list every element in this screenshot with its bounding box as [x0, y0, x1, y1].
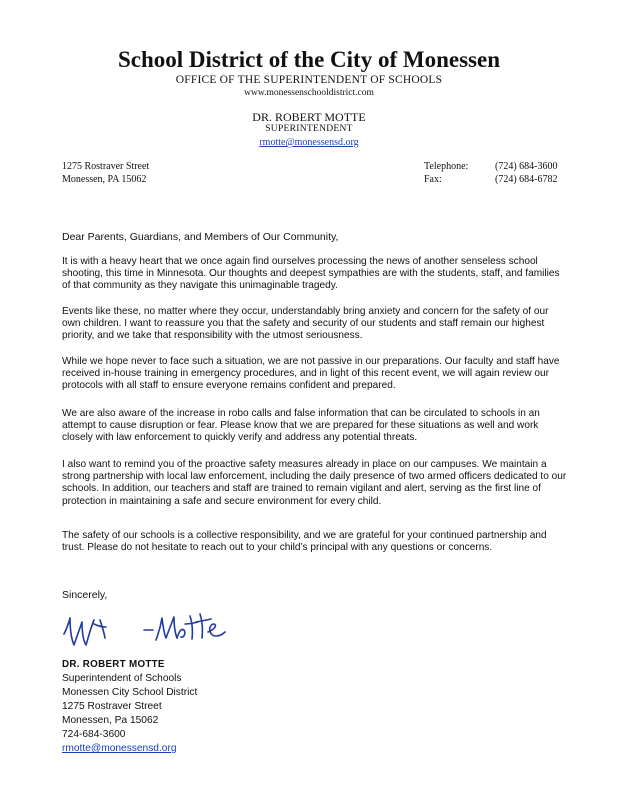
signatory-email-link[interactable]: rmotte@monessensd.org [62, 743, 177, 754]
superintendent-email-link[interactable]: rmotte@monessensd.org [259, 137, 359, 148]
letter-paragraph: I also want to remind you of the proactive safety measures already in place on our campuses. We maintain a strong partnership with local law enforcement, including the daily presence of two armed officers dedicated to our schools. In addition, our teachers and staff are trained to remain vigilant and alert, serving as the first line of protection in maintaining a safe and secure environment for every child. [62, 459, 567, 507]
signatory-city: Monessen, Pa 15062 [62, 715, 159, 726]
handwritten-signature [58, 600, 248, 662]
letter-paragraph: We are also aware of the increase in robo calls and false information that can be circulated to schools in an attempt to cause disruption or fear. Please know that we are prepared for these situations as well and work closely with law enforcement to quickly verify and address any potential threats. [62, 408, 540, 444]
address-city: Monessen, PA 15062 [62, 174, 147, 185]
signatory-name: DR. ROBERT MOTTE [62, 659, 165, 670]
superintendent-name: DR. ROBERT MOTTE [252, 110, 366, 124]
letter-paragraph: While we hope never to face such a situation, we are not passive in our preparations. Our faculty and staff have received in-house training in emergency procedures, and in light of this recent event, we will again review our protocols with all staff to ensure everyone remains confident and prepared. [62, 356, 560, 392]
signatory-phone: 724-684-3600 [62, 729, 126, 740]
signatory-street: 1275 Rostraver Street [62, 701, 162, 712]
letter-paragraph: The safety of our schools is a collective responsibility, and we are grateful for your continued partnership and trust. Please do not hesitate to reach out to your child’s principal with any questions or concerns. [62, 530, 547, 554]
salutation: Dear Parents, Guardians, and Members of Our Community, [62, 231, 339, 243]
address-street: 1275 Rostraver Street [62, 161, 150, 172]
signatory-title: Superintendent of Schools [62, 673, 182, 684]
office-name: OFFICE OF THE SUPERINTENDENT OF SCHOOLS [175, 74, 443, 86]
telephone-label: Telephone: [424, 161, 469, 172]
fax-label: Fax: [424, 174, 442, 185]
telephone-number: (724) 684-3600 [495, 161, 558, 172]
superintendent-title: SUPERINTENDENT [265, 124, 353, 134]
signatory-district: Monessen City School District [62, 687, 198, 698]
district-name: School District of the City of Monessen [117, 47, 500, 72]
district-website: www.monessenschooldistrict.com [244, 88, 374, 98]
letter-paragraph: Events like these, no matter where they occur, understandably bring anxiety and concern for the safety of our own children. I want to reassure you that the safety and security of our students and staff remain our highest priority, and we take that responsibility with the utmost seriousness. [62, 306, 549, 342]
letter-paragraph: It is with a heavy heart that we once again find ourselves processing the news of another senseless school shooting, this time in Minnesota. Our thoughts and deepest sympathies are with the students, staff, and families of that community as they navigate this unimaginable tragedy. [62, 256, 560, 292]
fax-number: (724) 684-6782 [495, 174, 558, 185]
closing: Sincerely, [62, 589, 108, 601]
